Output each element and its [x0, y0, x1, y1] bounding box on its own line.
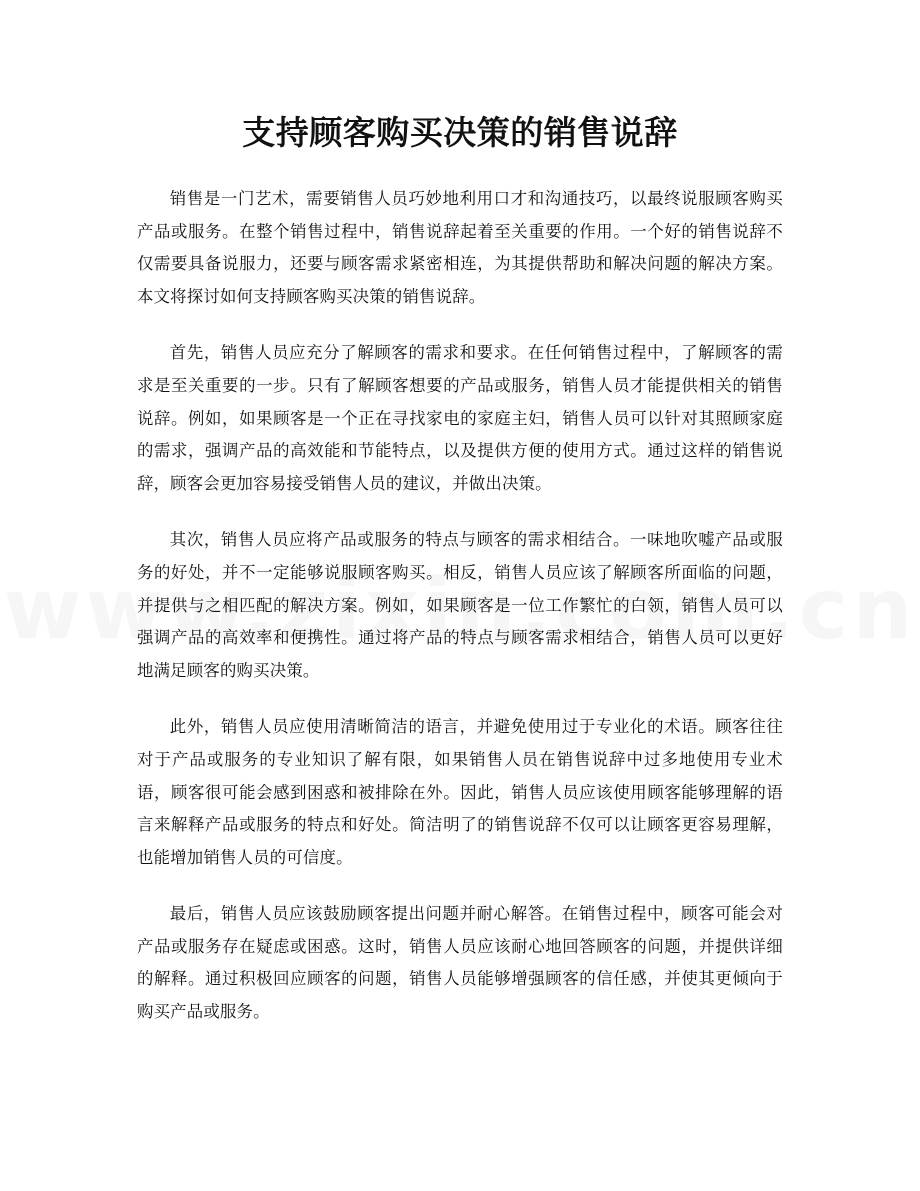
paragraph-third: 此外，销售人员应使用清晰简洁的语言，并避免使用过于专业化的术语。顾客往往对于产品或服务的专业知识了解有限，如果销售人员在销售说辞中过多地使用专业术语，顾客很可能会感到困惑和被排除在外。因此，销售人员应该使用顾客能够理解的语言来解释产品或服务的特点和好处。简洁明了的销售说辞不仅可以让顾客更容易理解，也能增加销售人员的可信度。 — [137, 717, 783, 867]
paragraph-first: 首先，销售人员应充分了解顾客的需求和要求。在任何销售过程中，了解顾客的需求是至关重要的一步。只有了解顾客想要的产品或服务，销售人员才能提供相关的销售说辞。例如，如果顾客是一个正在寻找家电的家庭主妇，销售人员可以针对其照顾家庭的需求，强调产品的高效能和节能特点，以及提供方便的使用方式。通过这样的销售说辞，顾客会更加容易接受销售人员的建议，并做出决策。 — [137, 343, 783, 493]
paragraph-last: 最后，销售人员应该鼓励顾客提出问题并耐心解答。在销售过程中，顾客可能会对产品或服务存在疑虑或困惑。这时，销售人员应该耐心地回答顾客的问题，并提供详细的解释。通过积极回应顾客的问题，销售人员能够增强顾客的信任感，并使其更倾向于购买产品或服务。 — [137, 904, 783, 1022]
paragraph-second: 其次，销售人员应将产品或服务的特点与顾客的需求相结合。一味地吹嘘产品或服务的好处，并不一定能够说服顾客购买。相反，销售人员应该了解顾客所面临的问题，并提供与之相匹配的解决方案。例如，如果顾客是一位工作繁忙的白领，销售人员可以强调产品的高效率和便携性。通过将产品的特点与顾客需求相结合，销售人员可以更好地满足顾客的购买决策。 — [137, 530, 783, 680]
paragraph-intro: 销售是一门艺术，需要销售人员巧妙地利用口才和沟通技巧，以最终说服顾客购买产品或服务。在整个销售过程中，销售说辞起着至关重要的作用。一个好的销售说辞不仅需要具备说服力，还要与顾客需求紧密相连，为其提供帮助和解决问题的解决方案。本文将探讨如何支持顾客购买决策的销售说辞。 — [137, 189, 783, 306]
document-body — [137, 183, 783, 1053]
document-title: 支持顾客购买决策的销售说辞 — [242, 113, 678, 152]
